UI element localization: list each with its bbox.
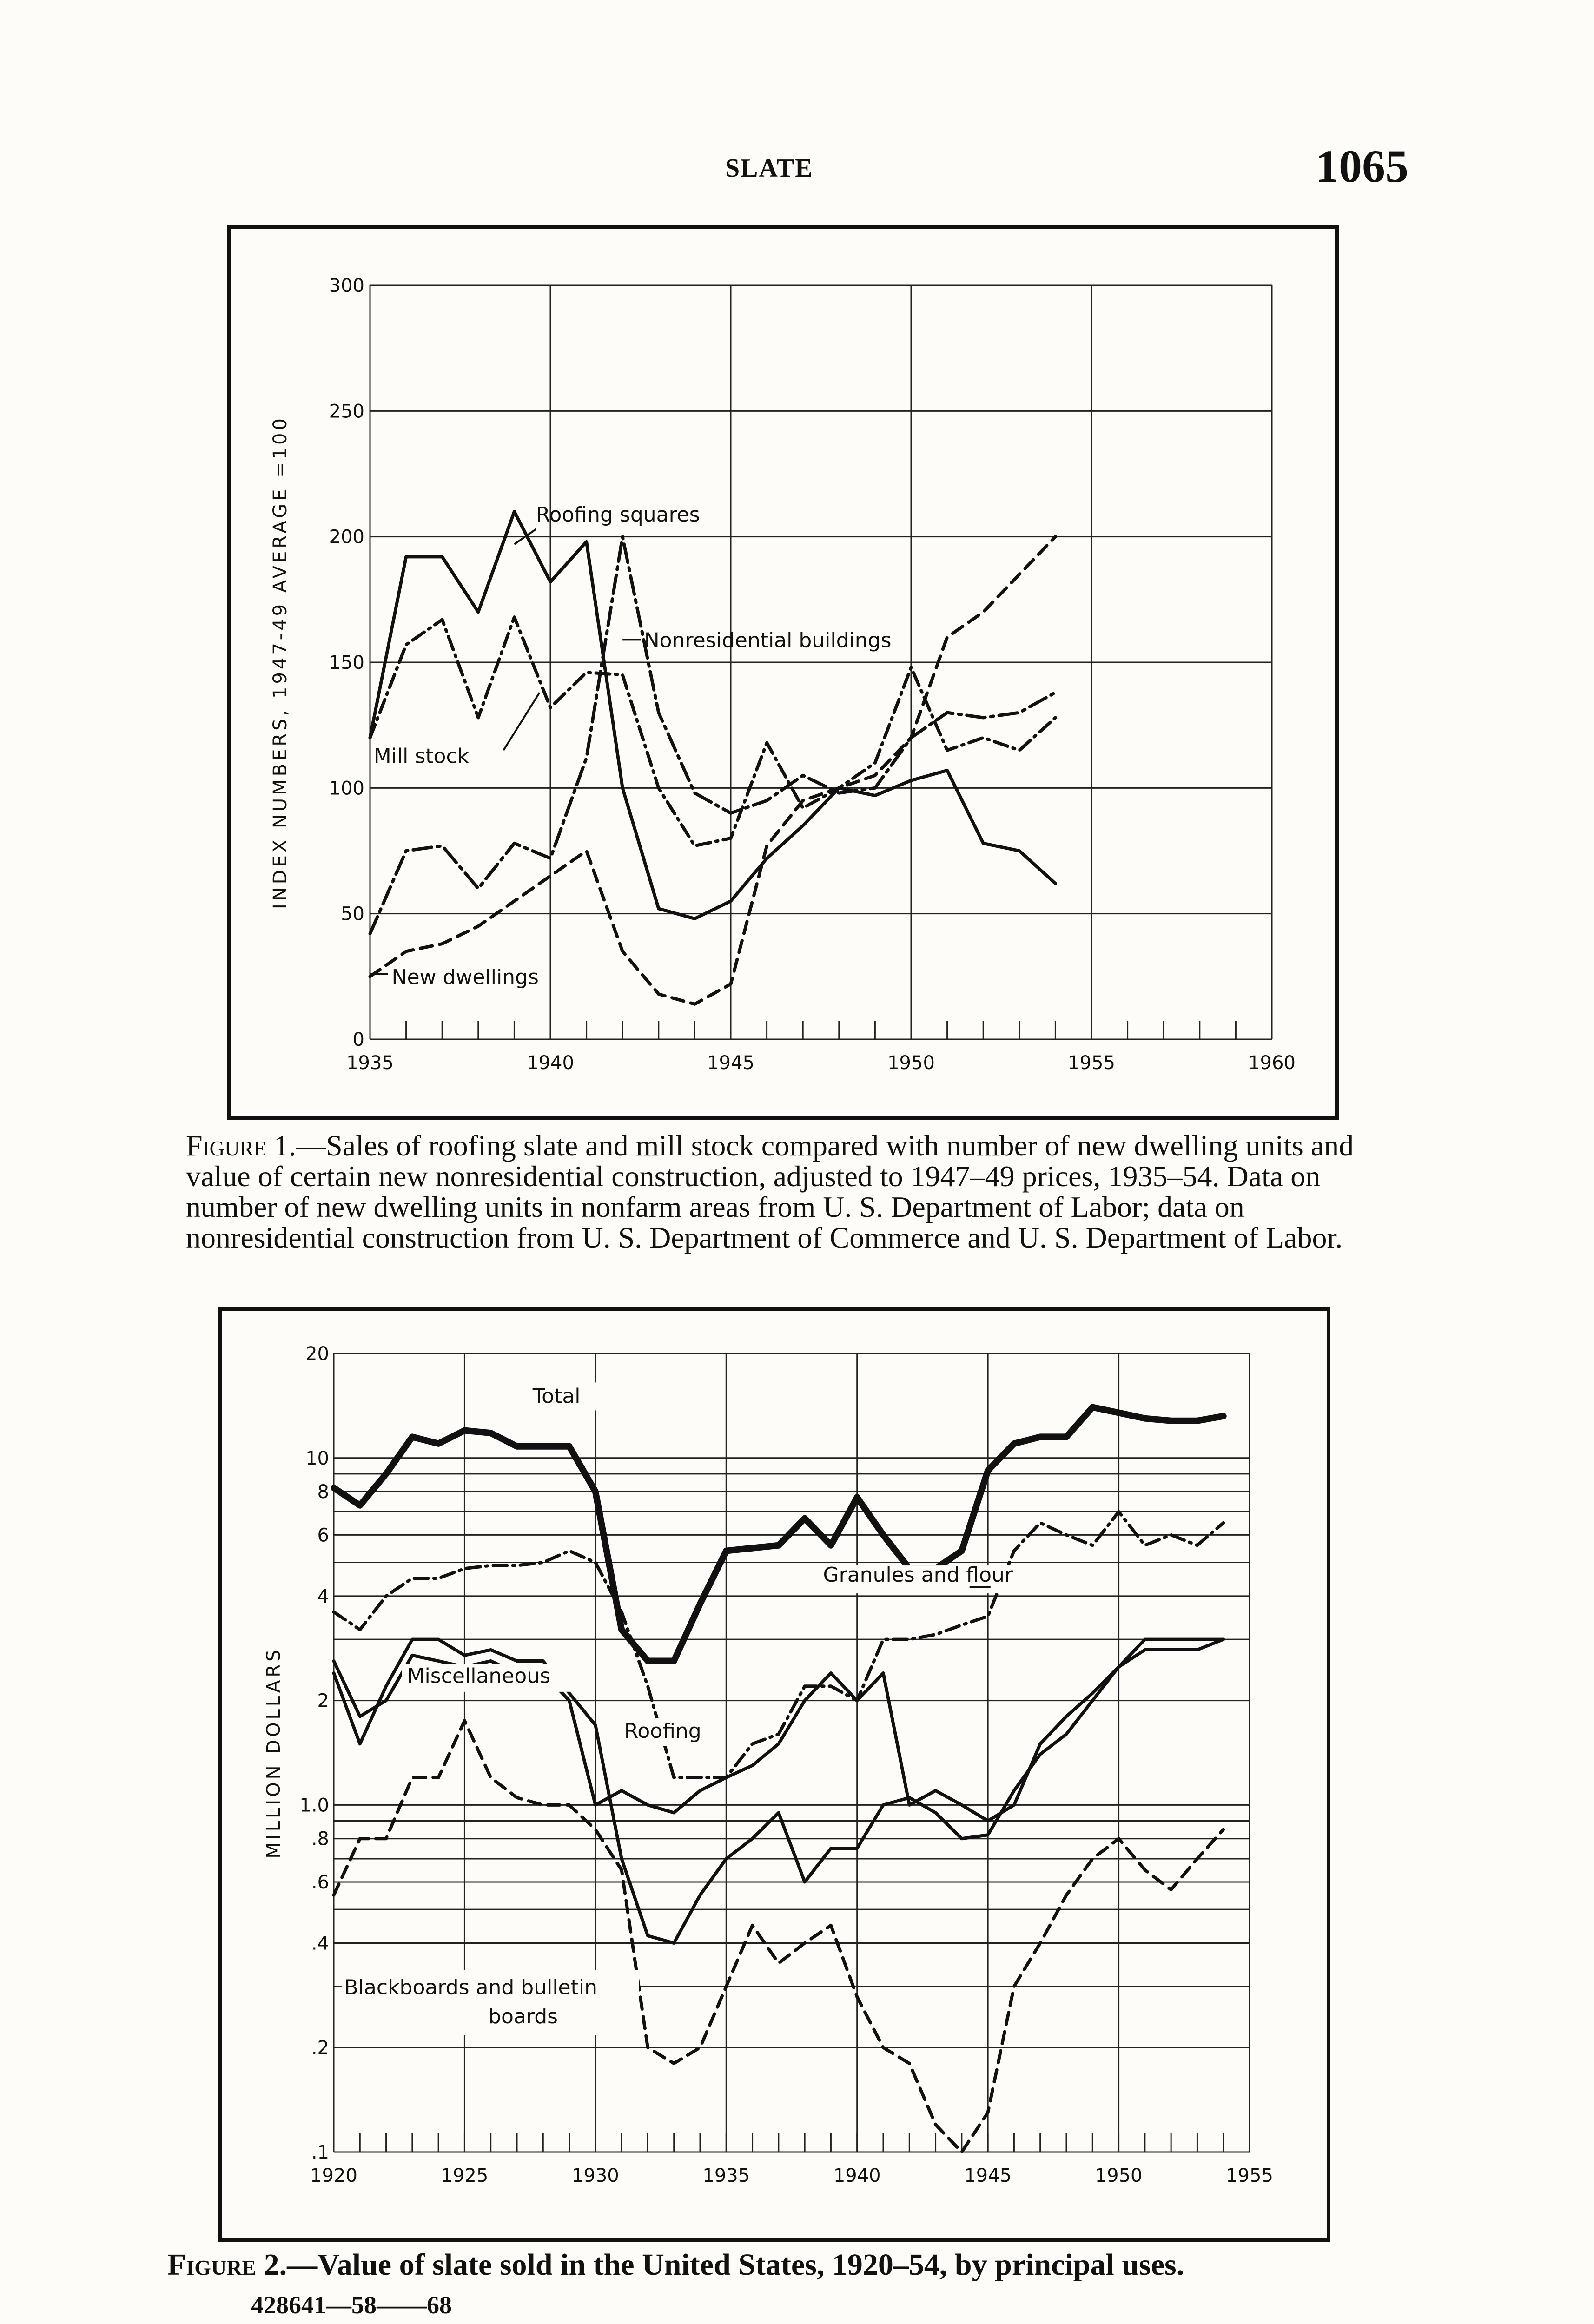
- series-line-1: [334, 1512, 1224, 1777]
- figure-2-label: Figure 2.: [167, 2248, 287, 2282]
- x-tick-label: 1950: [1095, 2165, 1143, 2186]
- y-tick-label: .8: [311, 1828, 329, 1850]
- annotation-granules-and-flour: Granules and flour: [823, 1563, 1013, 1587]
- figure-1-frame: [227, 225, 1339, 1120]
- y-tick-label: .1: [311, 2142, 329, 2163]
- x-tick-label: 1960: [1248, 1052, 1296, 1074]
- annotation-blackboards: Blackboards and bulletin: [344, 1975, 597, 2000]
- series-line-0: [334, 1407, 1224, 1661]
- x-tick-label: 1920: [310, 2165, 357, 2186]
- annotation-mill-stock: Mill stock: [373, 744, 470, 768]
- y-tick-label: 150: [329, 652, 364, 673]
- figure-2-caption: [167, 2250, 1422, 2280]
- x-tick-label: 1950: [887, 1052, 935, 1074]
- y-tick-label: 20: [305, 1343, 329, 1365]
- y-tick-label: 1.0: [299, 1795, 329, 1816]
- figure-2-caption-text: —Value of slate sold in the United States, 1920–54, by principal uses.: [287, 2248, 1184, 2282]
- annotation-blackboards-2: boards: [488, 2004, 558, 2028]
- series-line-3: [370, 537, 1055, 1004]
- x-tick-label: 1935: [702, 2165, 750, 2186]
- annotation-roofing: Roofing: [624, 1719, 701, 1743]
- annotation-nonresidential: Nonresidential buildings: [644, 628, 892, 653]
- y-axis-title: INDEX NUMBERS, 1947-49 AVERAGE =100: [270, 416, 291, 909]
- figure-1-caption-text: —Sales of roofing slate and mill stock compared with number of new dwelling units and value of certain new nonresidential construction, adjusted to 1947–49 prices, 1935–54. Data on number of new dwelling units in nonfarm areas from U. S. Department of Labor; data on nonresidential construction from U. S. Department of Commerce and U. S. Department of Labor.: [186, 1129, 1354, 1254]
- figure-1-label: Figure 1.: [186, 1129, 297, 1162]
- x-tick-label: 1935: [346, 1052, 394, 1074]
- y-tick-label: .6: [311, 1872, 329, 1894]
- series-line-4: [334, 1721, 1224, 2152]
- annotation-new-dwellings: New dwellings: [391, 965, 539, 990]
- figure-2-frame: [218, 1307, 1330, 2242]
- y-tick-label: 2: [317, 1690, 329, 1712]
- y-tick-label: 100: [329, 778, 364, 799]
- y-tick-label: .4: [311, 1933, 329, 1954]
- annotation-miscellaneous: Miscellaneous: [407, 1664, 551, 1688]
- y-tick-label: 10: [305, 1447, 329, 1469]
- y-tick-label: 50: [341, 903, 364, 925]
- x-tick-label: 1955: [1226, 2165, 1273, 2186]
- x-tick-label: 1955: [1068, 1052, 1115, 1074]
- x-tick-label: 1945: [964, 2165, 1012, 2186]
- y-tick-label: 8: [317, 1481, 329, 1503]
- y-tick-label: 200: [329, 526, 364, 548]
- y-axis-title: MILLION DOLLARS: [263, 1647, 284, 1859]
- annotation-mill-stock-pointer: [503, 693, 540, 750]
- y-tick-label: 6: [317, 1525, 329, 1546]
- y-tick-label: 4: [317, 1585, 329, 1607]
- figure-1-caption: [186, 1130, 1413, 1253]
- series-line-2: [370, 537, 1055, 934]
- y-tick-label: 250: [329, 401, 364, 423]
- y-tick-label: 0: [352, 1029, 364, 1050]
- x-tick-label: 1945: [707, 1052, 754, 1074]
- annotation-total: Total: [532, 1384, 581, 1408]
- x-tick-label: 1930: [571, 2165, 619, 2186]
- series-line-0: [370, 512, 1055, 919]
- print-code: 428641—58——68: [251, 2291, 452, 2319]
- running-head: SLATE: [725, 154, 814, 183]
- y-tick-label: .2: [311, 2037, 329, 2059]
- y-tick-label: 300: [329, 275, 364, 297]
- x-tick-label: 1925: [441, 2165, 489, 2186]
- figure-2-chart: [222, 1311, 1327, 2238]
- annotation-roofing-squares: Roofing squares: [536, 503, 700, 527]
- figure-1-chart: [231, 229, 1335, 1116]
- x-tick-label: 1940: [527, 1052, 574, 1074]
- page-number: 1065: [1316, 140, 1409, 192]
- x-tick-label: 1940: [833, 2165, 881, 2186]
